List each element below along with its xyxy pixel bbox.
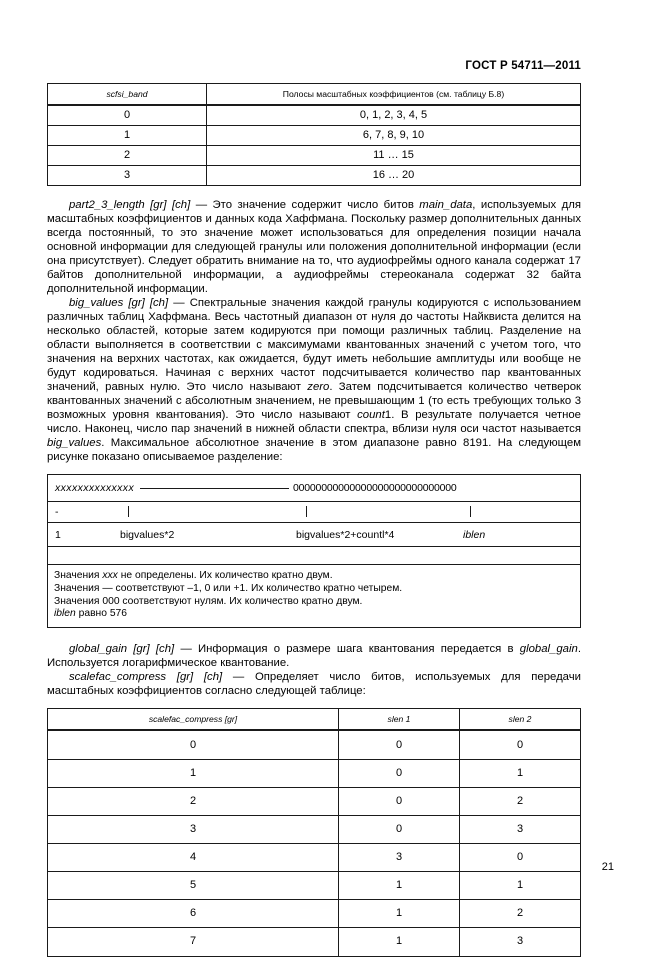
figure-bit-layout (47, 474, 581, 627)
table-row (48, 105, 581, 125)
term-big-values-inline: big_values (47, 437, 102, 450)
term-part2-3-length: part2_3_length (69, 198, 145, 211)
paragraph-global-gain-block (47, 642, 581, 670)
paragraph-text-2: . Затем подсчитывается количество четверок квантованных значений с абсолютным значением, не превышающим 1 (то есть требующих только 3 возможных уровня квантования). Это число называют (47, 381, 581, 422)
paragraph-text-1: Это значение содержит число битов (212, 198, 414, 211)
figure-row-labels (48, 523, 580, 547)
cell-slen2: 2 (460, 787, 581, 815)
cell-slen2: 1 (460, 871, 581, 899)
table-scfsi-head (48, 84, 581, 106)
qualifier-gr: [gr] (176, 670, 194, 683)
cell-scalefac-compress: 5 (48, 871, 339, 899)
figure-notes (48, 565, 580, 626)
figure-note-2: Значения — соответствуют –1, 0 или +1. Их количество кратно четырем. (54, 582, 403, 594)
paragraph-part2-3-length-block (47, 198, 581, 296)
figure-note-3: Значения 000 соответствуют нулям. Их количество кратно двум. (54, 595, 363, 607)
figure-row-ticks (48, 502, 580, 523)
table-scalefac-compress (47, 708, 581, 957)
table-row (48, 145, 581, 165)
header-scfsi-band: scfsi_band (48, 84, 207, 106)
cell-slen1: 0 (339, 759, 460, 787)
paragraph-scalefac-compress (47, 670, 581, 698)
tick-mark-icon (128, 506, 129, 517)
header-scalefactor-bands: Полосы масштабных коэффициентов (см. таблицу Б.8) (207, 84, 581, 106)
qualifier-ch: [ch] (171, 198, 191, 211)
paragraph-text-1: Информация о размере шага квантования передается в (198, 642, 514, 655)
cell-band: 1 (48, 125, 207, 145)
em-dash: — (195, 198, 208, 211)
cell-slen1: 1 (339, 899, 460, 927)
cell-slen2: 3 (460, 927, 581, 956)
tick-mark-icon (306, 506, 307, 517)
cell-scalefac-compress: 3 (48, 815, 339, 843)
paragraph-scalefac-compress-block (47, 670, 581, 698)
header-slen2: slen 2 (460, 708, 581, 730)
figure-left-marker: - (55, 506, 59, 519)
cell-slen1: 0 (339, 787, 460, 815)
qualifier-ch: [ch] (203, 670, 223, 683)
figure-connector-line (140, 488, 289, 489)
term-scalefac-compress: scalefac_compress (69, 670, 167, 683)
figure-note-4 (54, 608, 574, 621)
figure-label-bigvalues-count1: bigvalues*2+countl*4 (296, 528, 395, 541)
paragraph-text-3: . В результате получается четное число. Наконец, число пар значений в нижней области спектра, вблизи нуля оси частот называется (47, 409, 581, 436)
table-scfsi-band (47, 83, 581, 186)
term-big-values: big_values (69, 296, 124, 309)
qualifier-ch: [ch] (155, 642, 175, 655)
paragraph-text-1: Спектральные значения каждой гранулы кодируются с использованием различных таблиц Хаффмана. Весь частотный диапазон от нуля до частоты Найквиста делится на несколько областей, которые затем кодируются при помощи различных таблиц. Разделение на области выполняется в соответствии с максимумами квантованных значений с учетом того, что значения на верхних частотах, как ожидается, будут иметь небольшие амплитуды или вообще не будут кодироваться. Начиная с верхних частот подсчитывается количество пар квантованных значений, равных нулю. Это число называют (47, 296, 582, 394)
em-dash: — (232, 670, 245, 683)
paragraph-text-4: . Максимальное абсолютное значение в этом диапазоне равно 8191. На следующем рисунке показано описываемое разделение: (47, 437, 581, 464)
table-row (48, 843, 581, 871)
term-global-gain-inline: global_gain (519, 642, 578, 655)
term-main-data: main_data (419, 198, 473, 211)
cell-slen1: 1 (339, 871, 460, 899)
note-4-term-iblen: iblen (54, 608, 76, 620)
term-count1-number: 1 (384, 409, 392, 422)
note-1-part-b: не определены. Их количество кратно двум. (117, 570, 333, 582)
cell-slen1: 1 (339, 927, 460, 956)
paragraph-text-2: . Используется логарифмическое квантование. (47, 642, 581, 669)
cell-scalefac-compress: 0 (48, 730, 339, 760)
cell-scalefac-compress: 2 (48, 787, 339, 815)
qualifier-gr: [gr] (133, 642, 150, 655)
term-count1-italic: count (357, 409, 385, 422)
paragraph-text-2: , используемых для масштабных коэффициентов и данных кода Хаффмана. Поскольку размер дополнительных данных всегда постоянный, то это значение может использоваться для определения позиции начала основной информации для следующей гранулы или положения дополнительной информации (если она присутствует). Следует обратить внимание на то, что аудиофреймы одного канала содержат 17 байтов дополнительной информации, а аудиофреймы стереоканала содержат 32 байта дополнительной информации. (47, 198, 581, 295)
figure-zeros-sequence: 00000000000000000000000000000 (293, 482, 457, 495)
header-slen1: slen 1 (339, 708, 460, 730)
table-header-row (48, 708, 581, 730)
cell-scalefac-compress: 7 (48, 927, 339, 956)
cell-band: 2 (48, 145, 207, 165)
cell-slen2: 0 (460, 843, 581, 871)
figure-row-symbols (48, 475, 580, 502)
em-dash: — (180, 642, 192, 655)
table-row (48, 787, 581, 815)
note-4-text: равно 576 (75, 608, 128, 620)
cell-bands: 6, 7, 8, 9, 10 (207, 125, 581, 145)
tick-mark-icon (470, 506, 471, 517)
table-row (48, 759, 581, 787)
figure-index-label: 1 (55, 528, 61, 541)
cell-band: 0 (48, 105, 207, 125)
page-number: 21 (601, 861, 614, 873)
figure-row-spacer (48, 547, 580, 565)
paragraph-part2-3-length (47, 198, 581, 296)
header-scalefac-compress: scalefac_compress [gr] (48, 708, 339, 730)
paragraph-global-gain (47, 642, 581, 670)
figure-xxx-sequence: xxxxxxxxxxxxxx (55, 482, 135, 495)
term-global-gain: global_gain (69, 642, 128, 655)
table-row (48, 899, 581, 927)
table-row (48, 815, 581, 843)
paragraph-big-values-block (47, 296, 581, 465)
cell-band: 3 (48, 165, 207, 185)
table-scalefac-head (48, 708, 581, 730)
table-row (48, 125, 581, 145)
cell-bands: 0, 1, 2, 3, 4, 5 (207, 105, 581, 125)
cell-slen2: 3 (460, 815, 581, 843)
qualifier-ch: [ch] (149, 296, 169, 309)
cell-slen1: 0 (339, 730, 460, 760)
figure-label-bigvalues: bigvalues*2 (120, 528, 175, 541)
cell-scalefac-compress: 1 (48, 759, 339, 787)
paragraph-big-values (47, 296, 581, 465)
cell-slen1: 0 (339, 815, 460, 843)
table-row (48, 871, 581, 899)
term-zero: zero (307, 381, 330, 394)
em-dash: — (173, 296, 185, 309)
cell-slen2: 2 (460, 899, 581, 927)
figure-label-iblen: iblen (463, 528, 486, 541)
cell-scalefac-compress: 4 (48, 843, 339, 871)
table-row (48, 165, 581, 185)
cell-slen2: 0 (460, 730, 581, 760)
note-1-term-xxx: xxx (102, 570, 118, 582)
table-header-row (48, 84, 581, 106)
table-scfsi-body (48, 105, 581, 185)
cell-bands: 11 … 15 (207, 145, 581, 165)
table-scalefac-body (48, 730, 581, 957)
page-content (47, 0, 581, 957)
paragraph-text-1: Определяет число битов, используемых для передачи масштабных коэффициентов согласно следующей таблице: (47, 670, 581, 697)
qualifier-gr: [gr] (128, 296, 145, 309)
figure-note-1 (54, 570, 574, 583)
cell-slen2: 1 (460, 759, 581, 787)
cell-scalefac-compress: 6 (48, 899, 339, 927)
cell-bands: 16 … 20 (207, 165, 581, 185)
standard-header: ГОСТ Р 54711—2011 (465, 60, 581, 72)
cell-slen1: 3 (339, 843, 460, 871)
table-row (48, 927, 581, 956)
qualifier-gr: [gr] (150, 198, 167, 211)
table-row (48, 730, 581, 760)
note-1-part-a: Значения (54, 570, 103, 582)
